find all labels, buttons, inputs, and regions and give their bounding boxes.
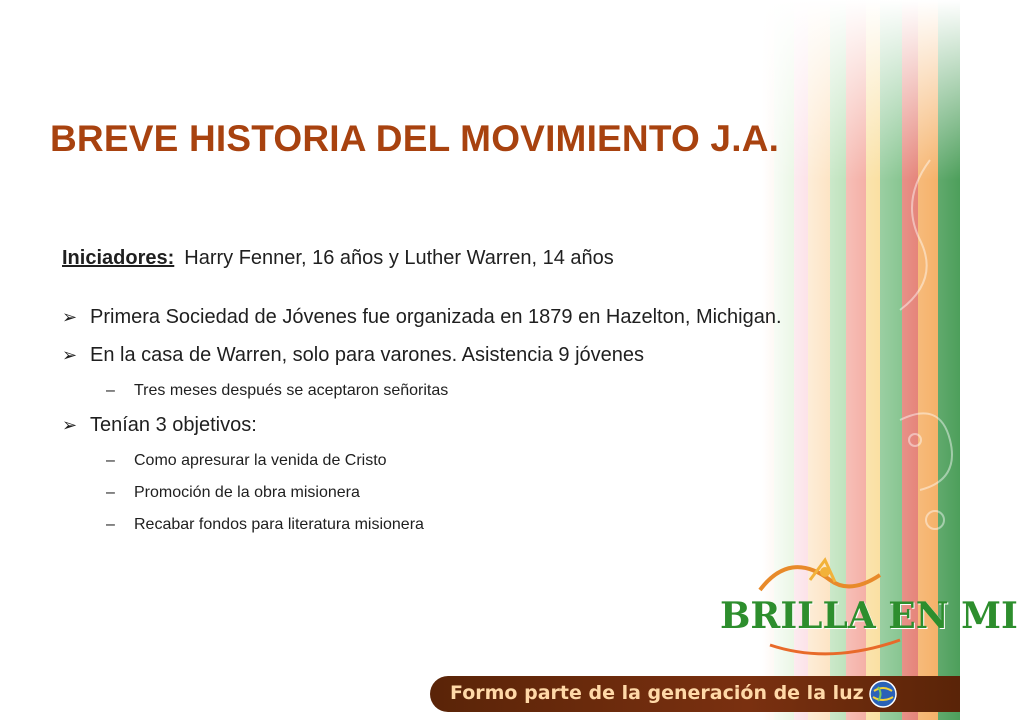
bullet-item xyxy=(62,304,922,330)
sub-bullet-item xyxy=(62,514,922,536)
globe-icon xyxy=(868,679,898,709)
sub-bullet-text: Como apresurar la venida de Cristo xyxy=(134,452,387,469)
slide-content xyxy=(62,244,922,546)
bullet-item xyxy=(62,412,922,438)
bullet-item xyxy=(62,342,922,368)
arrow-bullet-icon: ➢ xyxy=(62,345,78,365)
logo-text: BRILLA EN MI xyxy=(720,595,1018,637)
dash-bullet: – xyxy=(106,382,115,399)
arrow-bullet-icon: ➢ xyxy=(62,307,78,327)
brilla-en-mi-logo xyxy=(700,550,1018,670)
arrow-bullet-icon: ➢ xyxy=(62,415,78,435)
iniciadores-label: Iniciadores: xyxy=(62,247,175,269)
bullet-text: En la casa de Warren, solo para varones. Asistencia 9 jóvenes xyxy=(90,344,645,366)
sub-bullet-item xyxy=(62,380,922,402)
dash-bullet: – xyxy=(106,516,115,533)
dash-bullet: – xyxy=(106,484,115,501)
bullet-text: Primera Sociedad de Jóvenes fue organizada en 1879 en Hazelton, Michigan. xyxy=(90,306,782,328)
sub-bullet-item xyxy=(62,450,922,472)
sub-bullet-text: Promoción de la obra misionera xyxy=(134,484,360,501)
slide-title: BREVE HISTORIA DEL MOVIMIENTO J.A. xyxy=(50,118,780,159)
banner-text: Formo parte de la generación de la luz xyxy=(450,682,864,704)
dash-bullet: – xyxy=(106,452,115,469)
iniciadores-text: Harry Fenner, 16 años y Luther Warren, 14 años xyxy=(184,247,614,269)
sub-bullet-text: Tres meses después se aceptaron señoritas xyxy=(134,382,449,399)
sub-bullet-item xyxy=(62,482,922,504)
sub-bullet-text: Recabar fondos para literatura misionera xyxy=(134,516,424,533)
bullet-text: Tenían 3 objetivos: xyxy=(90,414,257,436)
iniciadores-line xyxy=(62,244,922,272)
